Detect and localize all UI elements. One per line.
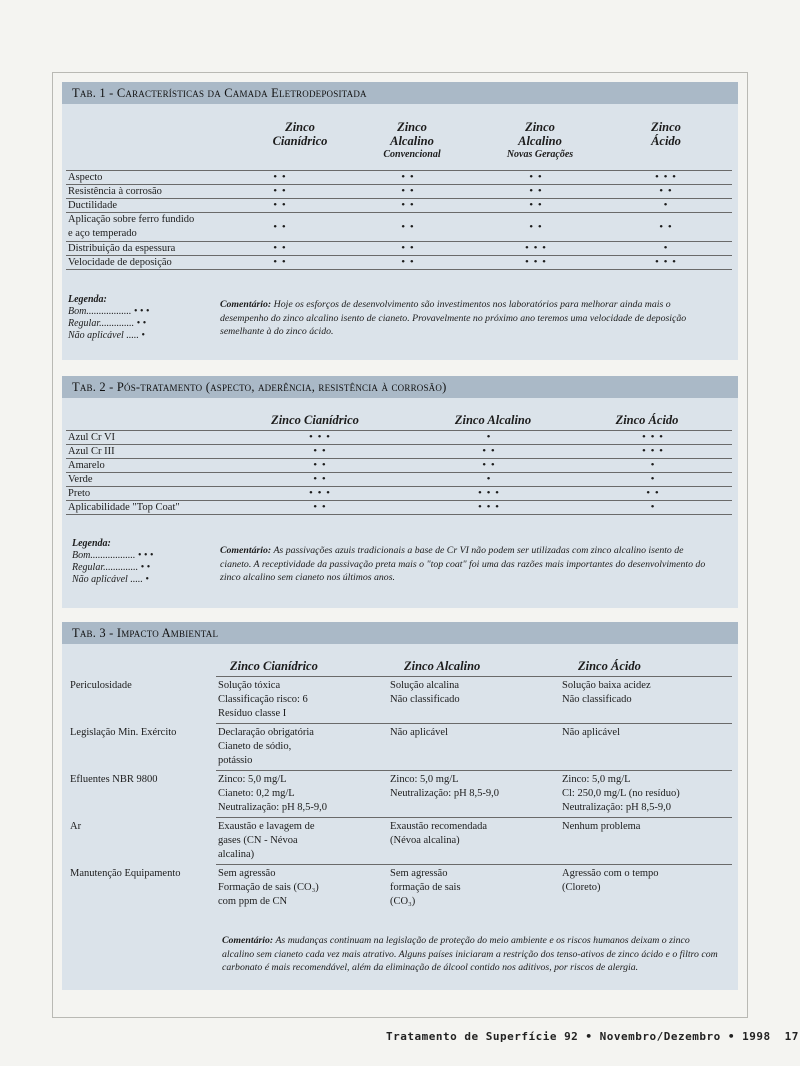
table-cell: Solução tóxica Classificação risco: 6 Resíduo classe I (216, 677, 388, 724)
row-label: Ar (70, 820, 82, 832)
comment-text: Hoje os esforços de desenvolvimento são investimentos nos laboratórios para melhorar ainda mais o desempenho do zinco alcalino isento de cianeto. Provavelmente no próximo ano teremos uma velocidade de deposição semelhante à do zinco ácido. (220, 299, 687, 337)
row-label: Azul Cr III (66, 445, 236, 459)
rating-cell: • • (236, 501, 404, 515)
row-label: Efluentes NBR 9800 (70, 773, 158, 785)
rating-cell: • • (600, 213, 732, 242)
table-cell: Declaração obrigatória Cianeto de sódio, potássio (216, 724, 388, 771)
row-label: Aspecto (66, 171, 216, 185)
table1-title: Tab. 1 - Características da Camada Eletrodepositada (62, 82, 738, 104)
rating-cell: • • • (404, 487, 574, 501)
col-header-line1: Zinco (525, 120, 555, 134)
col-header-line2: Ácido (651, 134, 681, 148)
rating-cell: • (404, 473, 574, 487)
comment-label: Comentário: (220, 545, 272, 556)
table-row (66, 199, 732, 213)
table-cell: Exaustão e lavagem de gases (CN - Névoa alcalina) (216, 818, 388, 865)
row-label: Manutenção Equipamento (70, 867, 181, 879)
rating-cell: • • (236, 473, 404, 487)
legend-item: Não aplicável ..... • (68, 330, 145, 341)
col-header-sub: Convencional (383, 149, 441, 160)
table3-panel (62, 622, 738, 990)
col-header-sub: Novas Gerações (506, 149, 574, 160)
col-header-line2: Alcalino (390, 134, 434, 148)
rating-cell: • • (344, 171, 472, 185)
rating-cell: • • (344, 256, 472, 270)
rating-cell: • • (344, 213, 472, 242)
rating-cell: • • (404, 445, 574, 459)
table1-grid (66, 170, 732, 270)
rating-cell: • • (472, 199, 600, 213)
rating-cell: • • • (472, 242, 600, 256)
row-label: Azul Cr VI (66, 431, 236, 445)
rating-cell: • • • (236, 431, 404, 445)
table-cell: Sem agressão formação de sais (CO₃) (388, 865, 560, 912)
table-cell: Não aplicável (560, 724, 732, 771)
rating-cell: • (600, 242, 732, 256)
row-label: Legislação Min. Exército (70, 726, 177, 738)
rating-cell: • • (574, 487, 732, 501)
table1-col-header (480, 120, 600, 162)
table-cell: Solução alcalina Não classificado (388, 677, 560, 724)
row-label: Ductilidade (66, 199, 216, 213)
table-cell: Zinco: 5,0 mg/L Neutralização: pH 8,5-9,0 (388, 771, 560, 818)
rating-cell: • • (344, 199, 472, 213)
col-header-line2: Cianídrico (272, 134, 328, 148)
table-row (66, 473, 732, 487)
table1-legend (68, 294, 208, 342)
row-label: Velocidade de deposição (66, 256, 216, 270)
rating-cell: • • (404, 459, 574, 473)
rating-cell: • (600, 199, 732, 213)
table-row (66, 185, 732, 199)
legend-item: Regular.............. • • (72, 562, 151, 573)
table-row (66, 865, 732, 912)
table-row (66, 256, 732, 270)
table-cell: Não aplicável (388, 724, 560, 771)
table2-title: Tab. 2 - Pós-tratamento (aspecto, aderência, resistência à corrosão) (62, 376, 738, 398)
table2-col-header: Zinco Alcalino (454, 413, 532, 427)
rating-cell: • (404, 431, 574, 445)
row-label: Verde (66, 473, 236, 487)
comment-label: Comentário: (222, 935, 274, 946)
rating-cell: • (574, 473, 732, 487)
comment-text: As mudanças continuam na legislação de proteção do meio ambiente e os riscos humanos deixam o zinco alcalino sem cianeto cada vez mais atrativo. Alguns países iniciaram a restrição dos tenso-ativos de zinco ácido e o filtro com carbonato é mais recomendável, além da eliminação de álcool contido nos aditivos, por riscos de alergia. (222, 935, 718, 973)
row-label: Aplicabilidade "Top Coat" (66, 501, 236, 515)
table-row (66, 459, 732, 473)
table-cell: Agressão com o tempo (Cloreto) (560, 865, 732, 912)
rating-cell: • • • (574, 445, 732, 459)
legend-item: Bom.................. • • • (72, 550, 154, 561)
table2-legend (72, 538, 212, 586)
rating-cell: • (574, 501, 732, 515)
rating-cell: • • (216, 171, 344, 185)
table2-panel (62, 376, 738, 608)
rating-cell: • • • (574, 431, 732, 445)
rating-cell: • • • (472, 256, 600, 270)
table1-panel (62, 82, 738, 360)
row-label: Amarelo (66, 459, 236, 473)
table-cell: Sem agressão Formação de sais (CO₃) com ppm de CN (216, 865, 388, 912)
row-label: Distribuição da espessura (66, 242, 216, 256)
table-row (66, 213, 732, 242)
rating-cell: • • (216, 242, 344, 256)
rating-cell: • • (216, 199, 344, 213)
legend-item: Regular.............. • • (68, 318, 147, 329)
table1-comment (220, 298, 716, 339)
comment-label: Comentário: (220, 299, 272, 310)
rating-cell: • • (216, 185, 344, 199)
table-row (66, 771, 732, 818)
rating-cell: • • • (236, 487, 404, 501)
rating-cell: • • (236, 445, 404, 459)
rating-cell: • • (600, 185, 732, 199)
table-row (66, 487, 732, 501)
table2-col-header: Zinco Ácido (615, 413, 679, 427)
page-footer (386, 1030, 799, 1043)
rating-cell: • • • (600, 171, 732, 185)
rating-cell: • • (344, 185, 472, 199)
rating-cell: • • • (404, 501, 574, 515)
comment-text: As passivações azuis tradicionais a base de Cr VI não podem ser utilizadas com zinco alcalino isento de cianeto. A receptividade da passivação preta mais o "top coat" foi uma das razões mais importantes do desenvolvimento do zinco alcalino sem cianeto nos últimos anos. (220, 545, 706, 583)
table2-col-header: Zinco Cianídrico (271, 413, 359, 427)
col-header-line1: Zinco (397, 120, 427, 134)
legend-item: Não aplicável ..... • (72, 574, 149, 585)
table2-comment (220, 544, 716, 585)
table-cell: Solução baixa acidez Não classificado (560, 677, 732, 724)
table2-grid (66, 430, 732, 515)
table1-col-header (606, 120, 726, 148)
table-cell: Nenhum problema (560, 818, 732, 865)
page-number: 17 (784, 1030, 799, 1043)
rating-cell: • • (344, 242, 472, 256)
rating-cell: • • (216, 256, 344, 270)
table-row (66, 431, 732, 445)
legend-title: Legenda: (68, 294, 107, 305)
table3-comment (222, 934, 718, 975)
table-row (66, 501, 732, 515)
rating-cell: • • (236, 459, 404, 473)
row-label: Aplicação sobre ferro fundido e aço temperado (66, 213, 216, 242)
row-label: Preto (66, 487, 236, 501)
table-row (66, 677, 732, 724)
legend-item: Bom.................. • • • (68, 306, 150, 317)
rating-cell: • (574, 459, 732, 473)
col-header-line1: Zinco (651, 120, 681, 134)
table-row (66, 242, 732, 256)
row-label: Resistência à corrosão (66, 185, 216, 199)
table3-col-header: Zinco Ácido (578, 659, 641, 673)
col-header-line2: Alcalino (518, 134, 562, 148)
rating-cell: • • (472, 171, 600, 185)
rating-cell: • • (216, 213, 344, 242)
table3-title: Tab. 3 - Impacto Ambiental (62, 622, 738, 644)
table-row (66, 445, 732, 459)
table1-col-header (352, 120, 472, 162)
rating-cell: • • (472, 185, 600, 199)
table-row (66, 171, 732, 185)
table3-grid (66, 676, 732, 911)
table-row (66, 724, 732, 771)
rating-cell: • • • (600, 256, 732, 270)
footer-publication: Tratamento de Superfície 92 • Novembro/Dezembro • 1998 (386, 1030, 771, 1043)
col-header-line1: Zinco (285, 120, 315, 134)
table-row (66, 818, 732, 865)
row-label: Periculosidade (70, 679, 132, 691)
table1-col-header (240, 120, 360, 148)
table-cell: Zinco: 5,0 mg/L Cl: 250,0 mg/L (no resíduo) Neutralização: pH 8,5-9,0 (560, 771, 732, 818)
table3-col-header: Zinco Cianídrico (230, 659, 318, 673)
table3-col-header: Zinco Alcalino (404, 659, 481, 673)
table-cell: Zinco: 5,0 mg/L Cianeto: 0,2 mg/L Neutralização: pH 8,5-9,0 (216, 771, 388, 818)
rating-cell: • • (472, 213, 600, 242)
table-cell: Exaustão recomendada (Névoa alcalina) (388, 818, 560, 865)
legend-title: Legenda: (72, 538, 111, 549)
